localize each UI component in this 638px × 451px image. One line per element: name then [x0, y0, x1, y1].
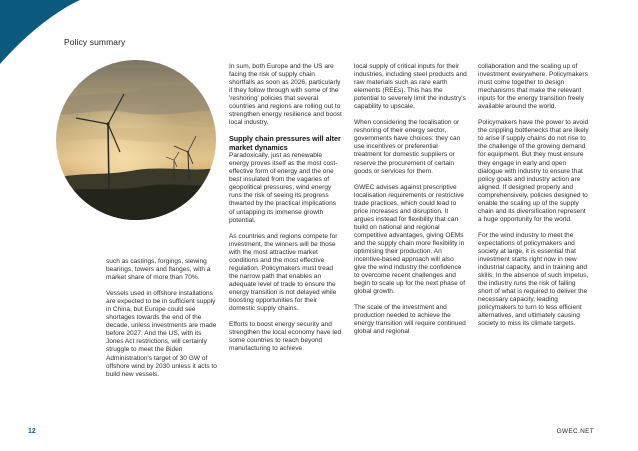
paragraph: such as castings, forgings, slewing bearings, towers and flanges, with a market share of more than 70%. [106, 258, 211, 282]
paragraph: The scale of the investment and production needed to achieve the energy transition will require continued global and regional [354, 304, 466, 336]
paragraph: For the wind industry to meet the expectations of policymakers and society at large, it is essential that investment starts right now in new industrial capacity, and in training and skills. In the absence of such impetus, the industry runs the risk of falling short of what is required to deliver the necessary capacity, leading policymakers to turn to less efficient alternatives, and ultimately causing society to miss its climate targets. [478, 231, 589, 328]
paragraph: Vessels used in offshore installations are expected to be in sufficient supply in China, but Europe could see shortages towards the end of the decade, unless investments are made before 2027. And the US, with its Jones Act restrictions, will certainly struggle to meet the Biden Administration's target of 30 GW of offshore wind by 2030 unless it acts to build new vessels. [106, 290, 217, 378]
text-column-1 [106, 258, 219, 387]
paragraph: Policymakers have the power to avoid the crippling bottlenecks that are likely to arise if supply chains do not rise to the challenge of the growing demand for equipment. But they must ensure they engage in early and open dialogue with industry to ensure that policy goals and industry action are aligned. If designed properly and comprehensively, policies designed to enable the scaling up of the supply chain and its diversification represent a huge opportunity for the world. [478, 119, 589, 223]
text-column-2 [229, 63, 342, 361]
paragraph: Efforts to boost energy security and strengthen the local economy have led some countries to reach beyond manufacturing to achieve [229, 321, 342, 353]
wind-turbines-sunset-photo [56, 60, 216, 220]
paragraph: As countries and regions compete for investment, the winners will be those with the most attractive market conditions and the most effective regulation. Policymakers must tread the narrow path that enables an adequate level of trade to ensure the energy transition is not delayed while boosting opportunities for their domestic supply chains. [229, 232, 338, 313]
page-number: 12 [28, 428, 36, 435]
text-column-3 [354, 63, 467, 344]
text-column-4 [478, 63, 591, 336]
paragraph: GWEC advises against prescriptive localisation requirements or restrictive trade practices, which could lead to price increases and disruption. It argues instead for flexibility that can build on national and regional competitive advantages, giving OEMs and the supply chain more flexibility in optimising their production. An incentive-based approach will also give the wind industry the confidence to overcome recent challenges and begin to scale up for the next phase of global growth. [354, 183, 466, 296]
paragraph: local supply of critical inputs for their industries, including steel products and raw materials such as rare earth elements (REEs). This has the potential to severely limit the industry's capability to upscale. [354, 63, 467, 111]
paragraph: collaboration and the scaling up of investment everywhere. Policymakers must come together to design mechanisms that make the relevant inputs for the energy transition freely available around the world. [478, 63, 588, 111]
wind-turbines-photo [56, 60, 216, 220]
subheading: Supply chain pressures will alter market dynamics [229, 134, 341, 152]
section-title: Policy summary [64, 37, 126, 47]
paragraph: Paradoxically, just as renewable energy proves itself as the most cost-effective form of energy and the one best insulated from the vagaries of geopolitical pressures, wind energy runs the risk of seeing its progress thwarted by the practical implications of untapping its immense growth potential. [229, 152, 338, 224]
paragraph: In sum, both Europe and the US are facing the risk of supply chain shortfalls as soon as 2026, particularly if they follow through with some of the 'reshoring' policies that several countries and regions are rolling out to strengthen energy resilience and boost local industry. [229, 63, 342, 127]
paragraph: When considering the localisation or reshoring of their energy sector, governments have choices: they can use incentives or preferential treatment for domestic suppliers or reserve the procurement of certain goods or services for them. [354, 119, 461, 175]
footer-website[interactable]: GWEC.NET [556, 428, 594, 435]
corner-accent-shape [0, 0, 80, 70]
